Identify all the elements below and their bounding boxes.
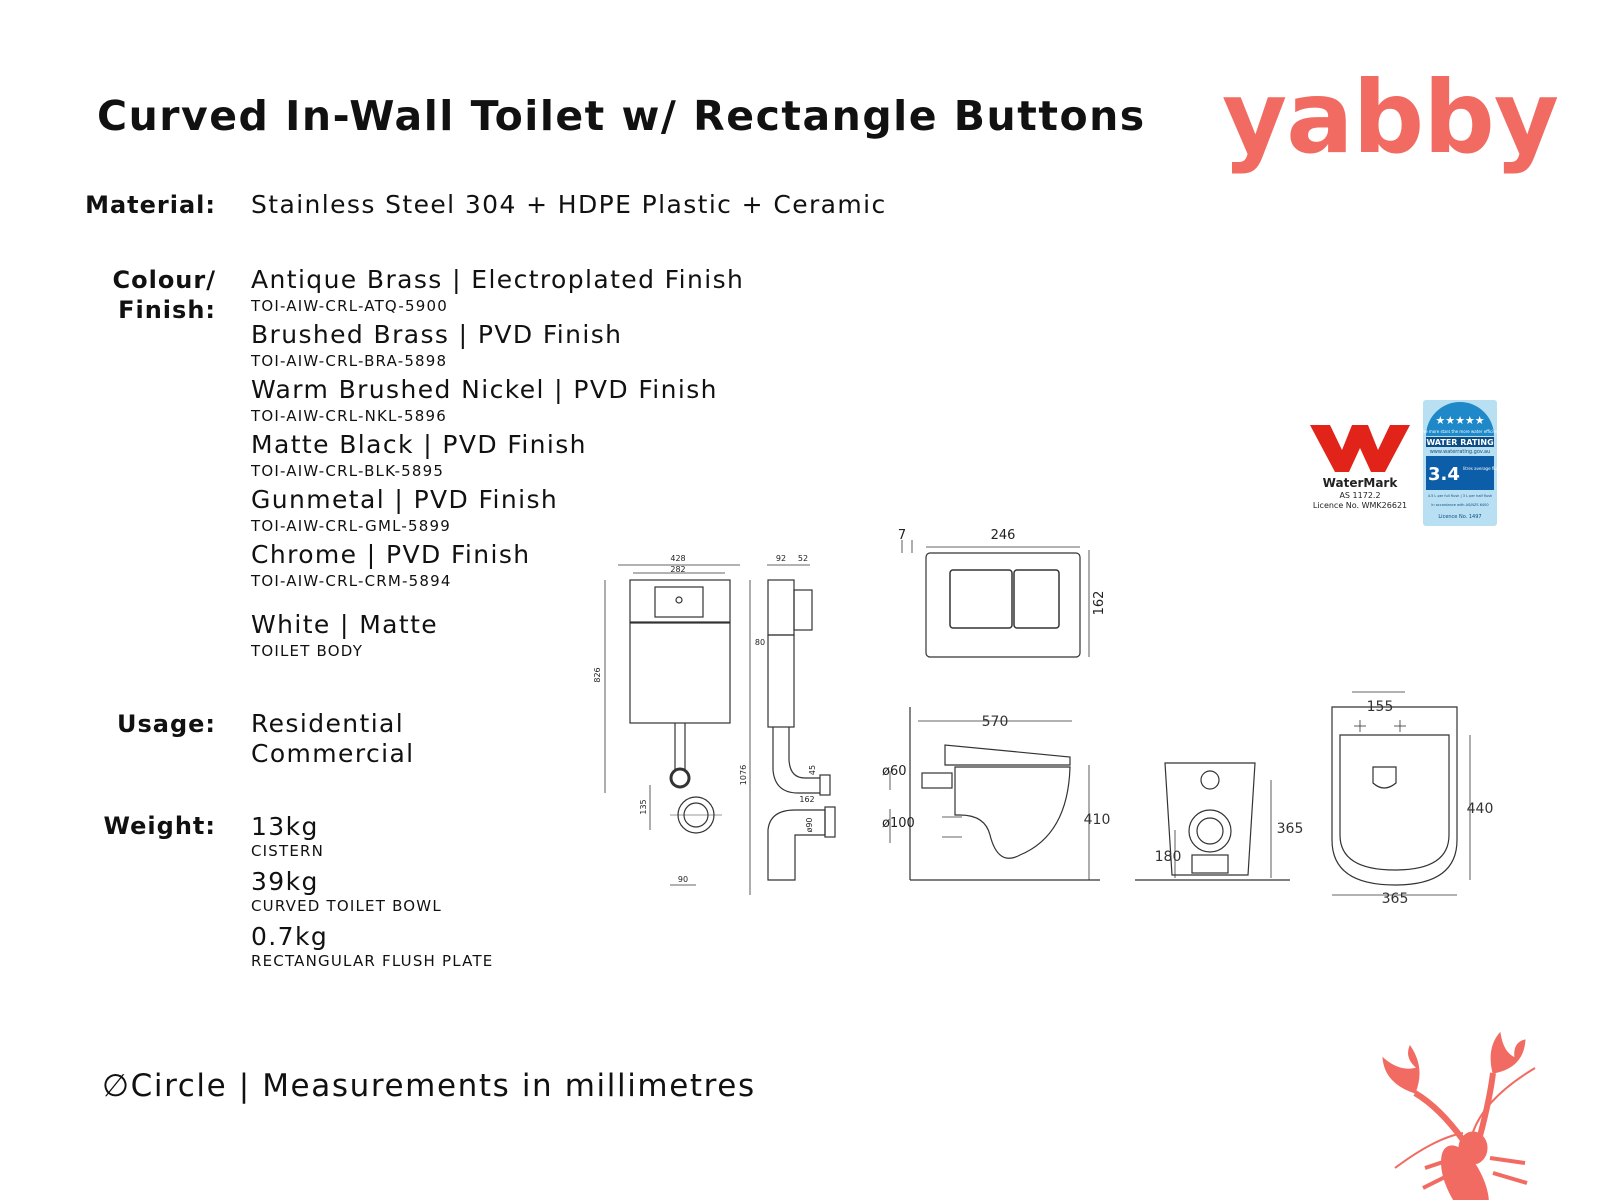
usage-value: Residential <box>251 709 405 738</box>
finish-option-code: TOI-AIW-CRL-GML-5899 <box>251 517 451 535</box>
finish-option-name: Brushed Brass | PVD Finish <box>251 320 623 349</box>
dim-outlet-diameter-bowl: ø100 <box>882 816 915 831</box>
cistern-side-view <box>767 565 835 880</box>
water-rating-url: www.waterrating.gov.au <box>1429 449 1491 455</box>
finish-option-code: TOILET BODY <box>251 642 364 660</box>
watermark-badge <box>1305 420 1415 520</box>
bowl-top-view <box>1332 692 1470 895</box>
weight-label: Weight: <box>103 812 216 840</box>
watermark-logo-icon <box>1310 425 1410 472</box>
weight-value: 39kg <box>251 867 319 896</box>
dim-inlet-diameter: ø60 <box>882 764 907 779</box>
finish-option-name: White | Matte <box>251 610 439 639</box>
weight-part: CURVED TOILET BOWL <box>251 897 442 915</box>
dim-outlet-width: 90 <box>677 875 689 884</box>
technical-drawing <box>593 528 1500 925</box>
brand-logo: yabby <box>1222 59 1559 176</box>
colour-label-line1: Colour/ <box>112 266 216 294</box>
water-rating-detail: 4.5 L per full flush | 3 L per half flush <box>1427 494 1493 498</box>
finish-option-code: TOI-AIW-CRL-CRM-5894 <box>251 572 452 590</box>
dim-bowl-height: 410 <box>1083 812 1111 828</box>
finish-option-name: Matte Black | PVD Finish <box>251 430 587 459</box>
usage-label: Usage: <box>116 710 216 738</box>
dim-total-height: 1076 <box>739 764 748 786</box>
bowl-side-view <box>890 707 1100 880</box>
dim-cistern-height: 826 <box>593 667 602 683</box>
weight-part: RECTANGULAR FLUSH PLATE <box>251 952 494 970</box>
finish-option-name: Chrome | PVD Finish <box>251 540 531 569</box>
dim-cistern-width-outer: 428 <box>670 554 686 563</box>
water-rating-licence: Licence No. 1497 <box>1438 514 1482 520</box>
water-rating-header: WATER RATING <box>1426 438 1494 447</box>
cistern-front-view <box>605 565 750 895</box>
dim-top-width: 365 <box>1381 891 1409 907</box>
dim-outlet-diameter: ø90 <box>805 817 814 833</box>
flush-plate-view <box>902 540 1089 657</box>
dim-plate-height: 162 <box>1092 590 1107 616</box>
dim-bowl-length: 570 <box>981 714 1009 730</box>
lobster-icon <box>1355 1028 1545 1200</box>
dim-plate-width: 246 <box>990 528 1016 543</box>
watermark-name: WaterMark <box>1322 476 1398 490</box>
stars-icon: ★★★★★ <box>1435 414 1485 427</box>
water-rating-stars-text: The more stars the more water efficient <box>1420 429 1500 434</box>
finish-option-name: Warm Brushed Nickel | PVD Finish <box>251 375 718 404</box>
dim-side-depth-frame: 52 <box>797 554 809 563</box>
dim-plate-depth: 7 <box>897 528 907 543</box>
colour-label-line2: Finish: <box>118 296 216 324</box>
material-label: Material: <box>85 191 216 219</box>
finish-option-name: Gunmetal | PVD Finish <box>251 485 559 514</box>
dim-rear-height: 365 <box>1276 821 1304 837</box>
water-rating-value: 3.4 <box>1428 464 1460 485</box>
dim-outlet-offset: 135 <box>639 799 648 815</box>
dim-side-depth-top: 92 <box>775 554 787 563</box>
dim-top-length: 440 <box>1466 801 1494 817</box>
measurement-note <box>102 1068 756 1104</box>
finish-option-code: TOI-AIW-CRL-NKL-5896 <box>251 407 447 425</box>
dim-outlet-height-rear: 180 <box>1154 849 1182 865</box>
dim-cistern-width-inner: 282 <box>670 565 686 574</box>
water-rating-compliance: In accordance with AS/NZS 6400 <box>1431 503 1489 507</box>
finish-option-code: TOI-AIW-CRL-ATQ-5900 <box>251 297 448 315</box>
dim-pipe-offset: 80 <box>754 638 766 647</box>
usage-value: Commercial <box>251 739 415 768</box>
measurement-note-text: Circle | Measurements in millimetres <box>130 1068 756 1104</box>
page-title: Curved In-Wall Toilet w/ Rectangle Buttons <box>97 92 1146 140</box>
dim-bolt-spacing: 155 <box>1366 699 1394 715</box>
watermark-standard: AS 1172.2 <box>1339 491 1381 500</box>
water-rating-unit: litres average flush <box>1463 466 1502 471</box>
dim-outlet-length: 162 <box>799 795 815 804</box>
finish-option-code: TOI-AIW-CRL-BRA-5898 <box>251 352 448 370</box>
finish-option-name: Antique Brass | Electroplated Finish <box>251 265 745 294</box>
weight-value: 0.7kg <box>251 922 329 951</box>
watermark-licence: Licence No. WMK26621 <box>1312 501 1408 510</box>
diameter-symbol: ∅ <box>102 1068 131 1104</box>
dim-outlet-height: 45 <box>808 764 817 776</box>
weight-value: 13kg <box>251 812 319 841</box>
weight-part: CISTERN <box>251 842 325 860</box>
water-rating-label <box>1420 400 1502 526</box>
finish-option-code: TOI-AIW-CRL-BLK-5895 <box>251 462 445 480</box>
material-value: Stainless Steel 304 + HDPE Plastic + Ceramic <box>251 190 887 219</box>
